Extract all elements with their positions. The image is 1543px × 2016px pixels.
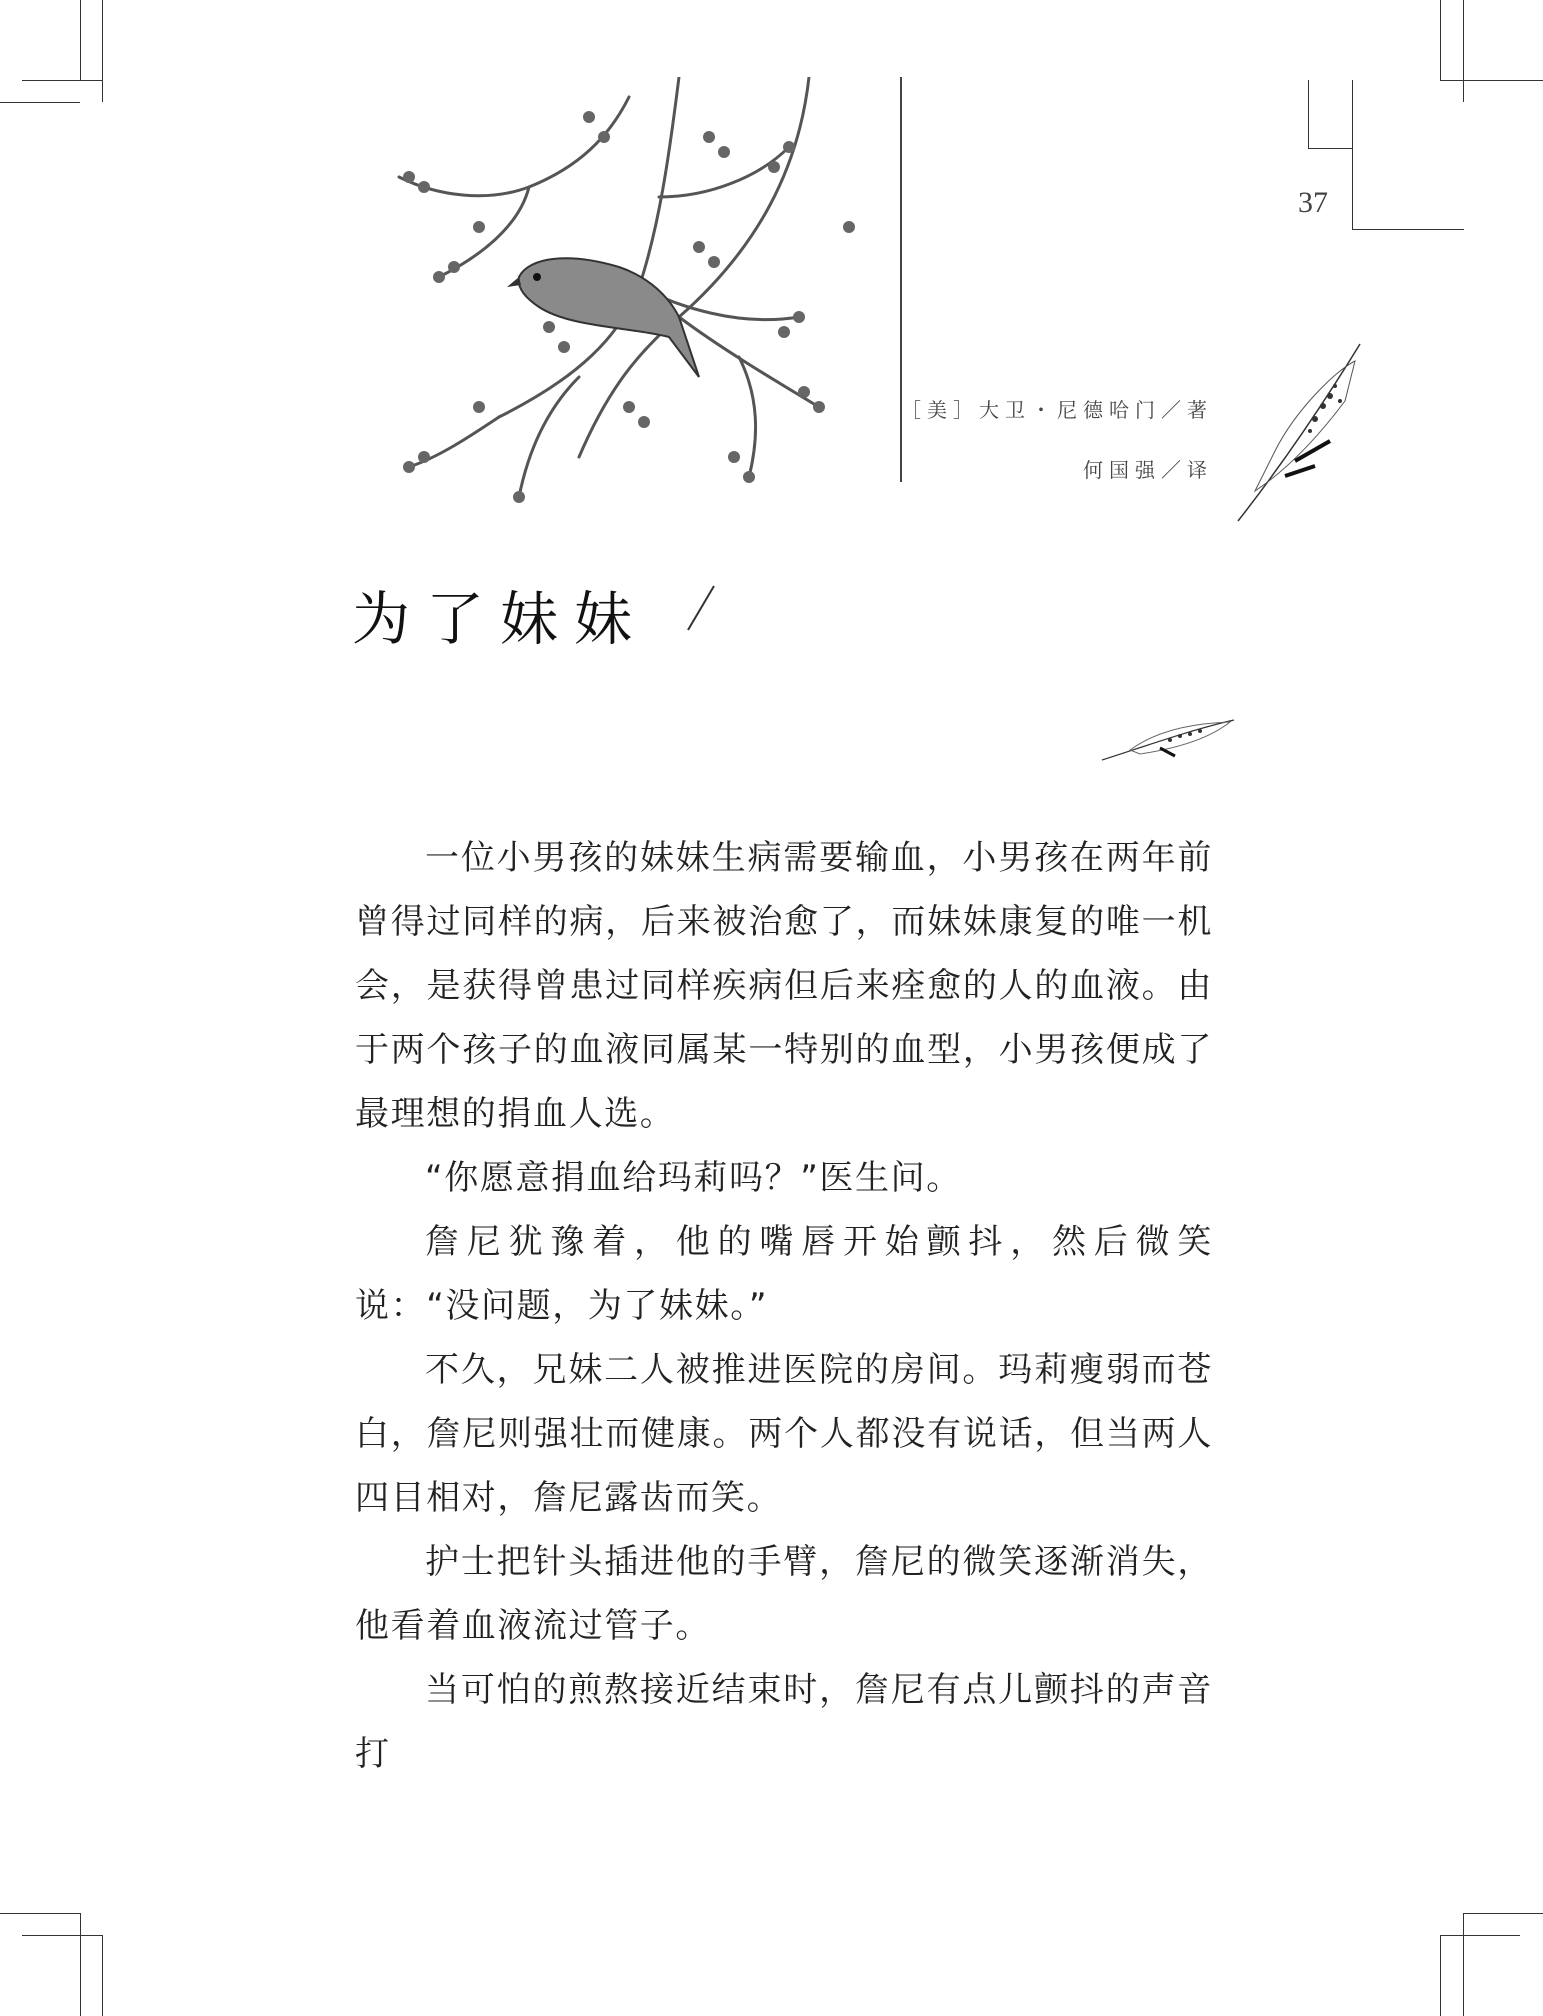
bird-on-branch-illustration	[379, 77, 900, 508]
translator-credit: 何国强／译	[1083, 458, 1213, 482]
article-title: 为了妹妹	[352, 585, 649, 653]
paragraph: 不久，兄妹二人被推进医院的房间。玛莉瘦弱而苍白，詹尼则强壮而健康。两个人都没有说话，但当两人四目相对，詹尼露齿而笑。	[355, 1350, 1213, 1518]
page-number: 37	[1298, 186, 1328, 219]
paragraph: 护士把针头插进他的手臂，詹尼的微笑逐渐消失，他看着血液流过管子。	[355, 1542, 1213, 1646]
paragraph: “你愿意捐血给玛莉吗？”医生问。	[425, 1158, 962, 1198]
title-slash-decoration	[686, 584, 716, 632]
paragraph: 一位小男孩的妹妹生病需要输血，小男孩在两年前曾得过同样的病，后来被治愈了，而妹妹康复的唯一机会，是获得曾患过同样疾病但后来痊愈的人的血液。由于两个孩子的血液同属某一特别的血型，小男孩便成了最理想的捐血人选。	[355, 838, 1213, 1134]
paragraph: 詹尼犹豫着，他的嘴唇开始颤抖，然后微笑说：“没问题，为了妹妹。”	[355, 1222, 1213, 1326]
paragraph: 当可怕的煎熬接近结束时，詹尼有点儿颤抖的声音打	[355, 1670, 1213, 1774]
small-feather-icon	[1100, 718, 1236, 762]
bird-icon	[507, 258, 699, 377]
author-credit: ［美］大卫・尼德哈门／著	[901, 398, 1213, 422]
feather-icon	[1235, 341, 1365, 523]
article-body	[355, 826, 1213, 1786]
